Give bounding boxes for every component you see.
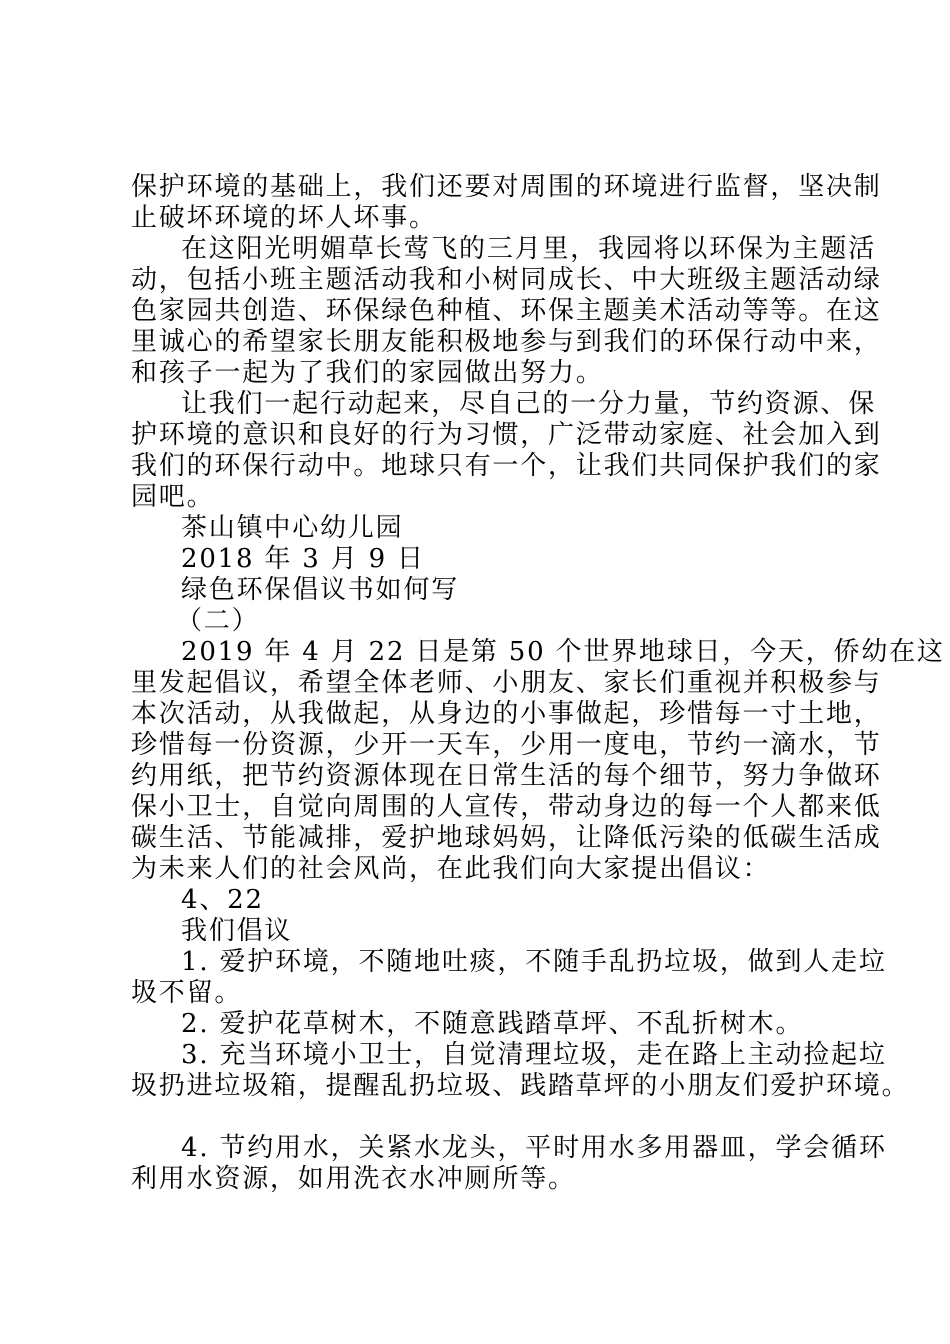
text-line: 圾扔进垃圾箱，提醒乱扔垃圾、践踏草坪的小朋友们爱护环境。 (131, 1071, 910, 1101)
signature-organization: 茶山镇中心幼儿园 (181, 513, 404, 543)
list-item-1: 1. 爱护环境，不随地吐痰，不随手乱扔垃圾，做到人走垃 (181, 947, 887, 977)
paragraph-start: 在这阳光明媚草长莺飞的三月里，我园将以环保为主题活 (181, 234, 877, 264)
proposal-heading: 我们倡议 (181, 916, 293, 946)
document-body (131, 172, 945, 1195)
text-line: 约用纸，把节约资源体现在日常生活的每个细节，努力争做环 (131, 761, 882, 791)
section-number: （二） (176, 606, 260, 636)
text-line: 珍惜每一份资源，少开一天车，少用一度电，节约一滴水，节 (131, 730, 882, 760)
list-item-2: 2. 爱护花草树木，不随意践踏草坪、不乱折树木。 (181, 1009, 804, 1039)
text-line: 护环境的意识和良好的行为习惯，广泛带动家庭、社会加入到 (131, 420, 882, 450)
date-label: 4、22 (181, 885, 264, 915)
text-line: 保护环境的基础上，我们还要对周围的环境进行监督，坚决制 (131, 172, 882, 202)
text-line: 和孩子一起为了我们的家园做出努力。 (131, 358, 604, 388)
text-line: 利用水资源，如用洗衣水冲厕所等。 (131, 1164, 576, 1194)
text-line: 里发起倡议，希望全体老师、小朋友、家长们重视并积极参与 (131, 668, 882, 698)
text-line: 园吧。 (131, 482, 215, 512)
blank-line (131, 1102, 841, 1133)
signature-date: 2018 年 3 月 9 日 (181, 544, 425, 574)
text-line: 本次活动，从我做起，从身边的小事做起，珍惜每一寸土地， (131, 699, 882, 729)
text-line: 止破坏环境的坏人坏事。 (131, 203, 437, 233)
text-line: 为未来人们的社会风尚，在此我们向大家提出倡议： (131, 854, 771, 884)
paragraph-start: 2019 年 4 月 22 日是第 50 个世界地球日，今天，侨幼在这 (181, 637, 945, 667)
paragraph-start: 让我们一起行动起来，尽自己的一分力量，节约资源、保 (181, 389, 877, 419)
text-line: 色家园共创造、环保绿色种植、环保主题美术活动等等。在这 (131, 296, 882, 326)
text-line: 保小卫士，自觉向周围的人宣传，带动身边的每一个人都来低 (131, 792, 882, 822)
list-item-4: 4. 节约用水，关紧水龙头，平时用水多用器皿，学会循环 (181, 1133, 887, 1163)
list-item-3: 3. 充当环境小卫士，自觉清理垃圾，走在路上主动捡起垃 (181, 1040, 887, 1070)
text-line: 我们的环保行动中。地球只有一个，让我们共同保护我们的家 (131, 451, 882, 481)
section-heading: 绿色环保倡议书如何写 (181, 575, 460, 605)
text-line: 动，包括小班主题活动我和小树同成长、中大班级主题活动绿 (131, 265, 882, 295)
text-line: 碳生活、节能减排，爱护地球妈妈，让降低污染的低碳生活成 (131, 823, 882, 853)
text-line: 圾不留。 (131, 978, 243, 1008)
text-line: 里诚心的希望家长朋友能积极地参与到我们的环保行动中来， (131, 327, 882, 357)
